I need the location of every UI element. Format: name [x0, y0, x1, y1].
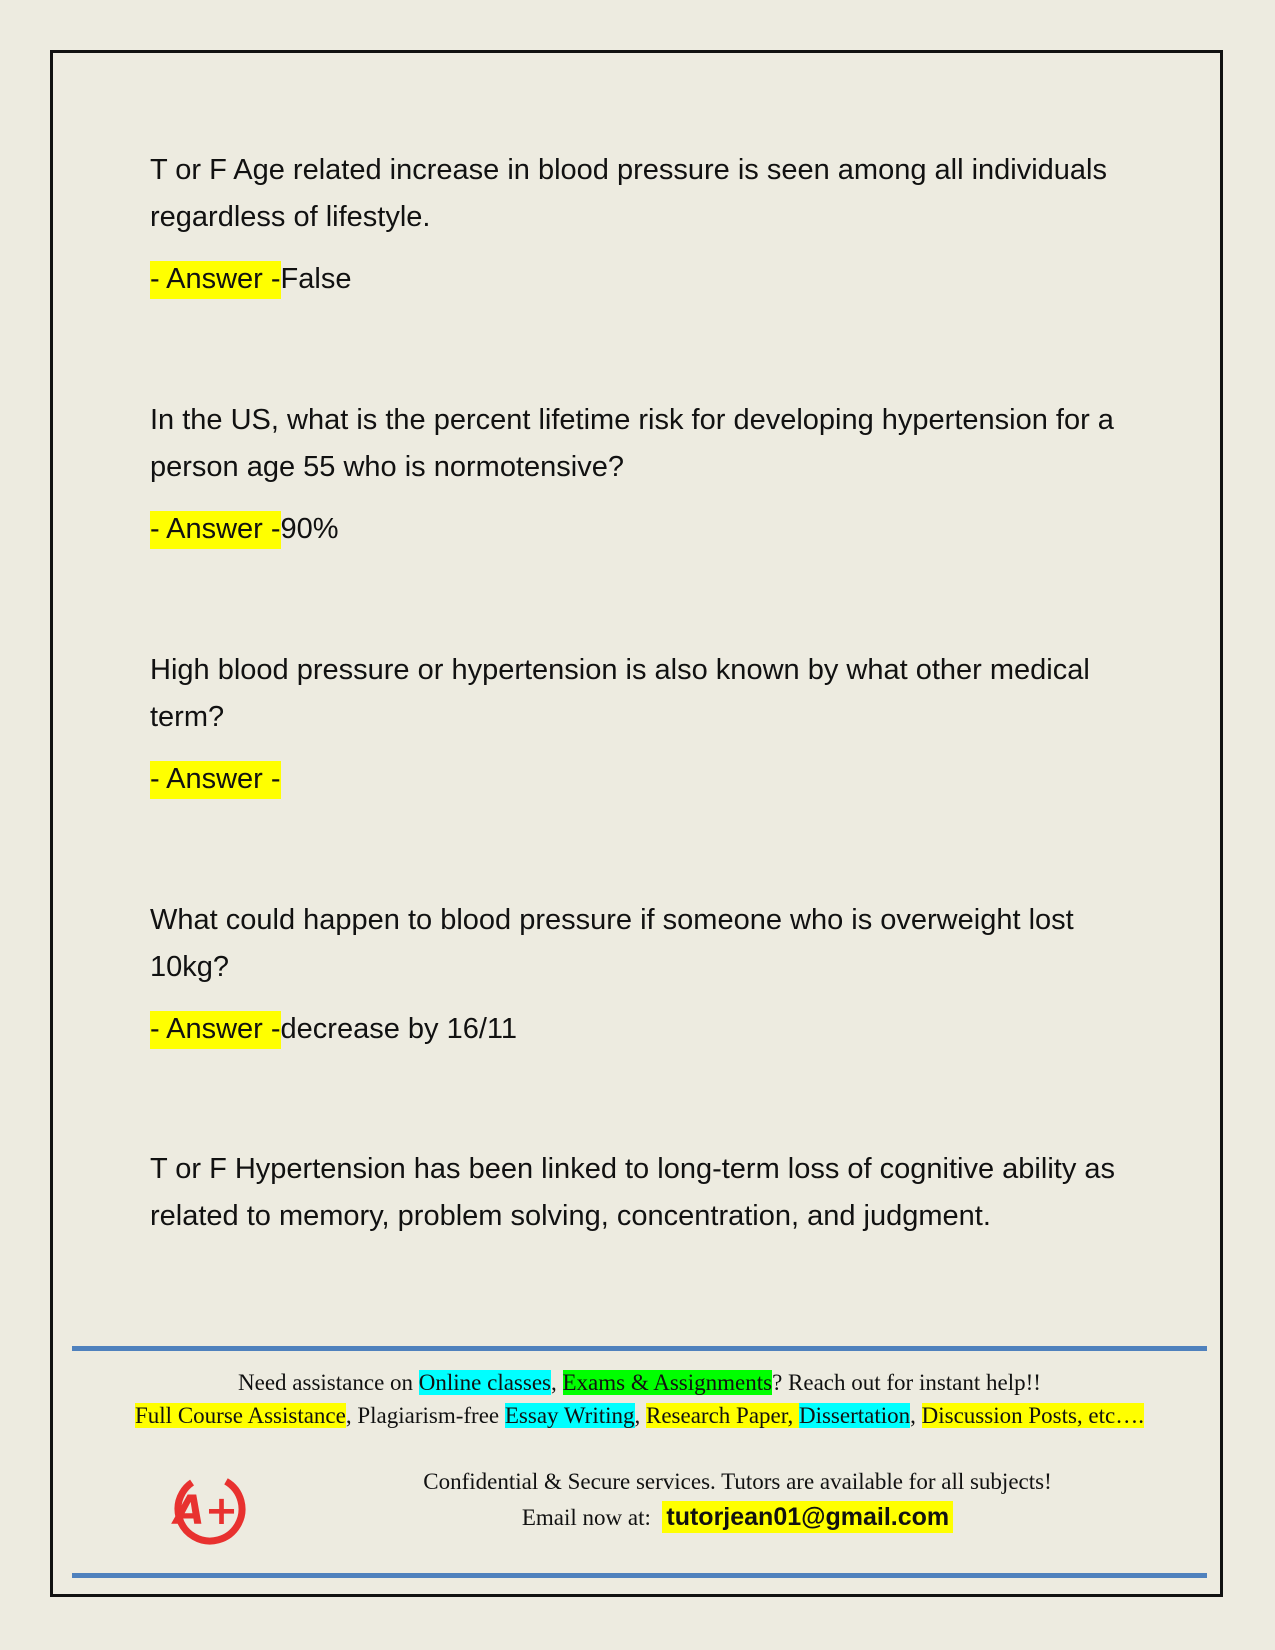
discussion-posts-highlight: Discussion Posts, etc….: [921, 1403, 1144, 1428]
answer-text: False: [280, 263, 352, 295]
footer-line-3: Confidential & Secure services. Tutors are available for all subjects!: [423, 1469, 1052, 1494]
footer-text: Need assistance on: [238, 1370, 419, 1395]
email-address[interactable]: tutorjean01@gmail.com: [662, 1501, 953, 1533]
full-course-highlight: Full Course Assistance: [135, 1403, 346, 1428]
answer-text: 90%: [280, 513, 339, 545]
footer-line-4: [200, 1503, 1275, 1532]
answer-row: [150, 759, 1130, 799]
question-text: What could happen to blood pressure if someone who is overweight lost 10kg?: [150, 904, 1074, 983]
exams-assignments-highlight: Exams & Assignments: [562, 1370, 773, 1395]
question-text: T or F Hypertension has been linked to long-term loss of cognitive ability as related to memory, problem solving, concentration, and judgment.: [150, 1153, 1116, 1232]
answer-row: [150, 259, 1130, 299]
qa-item-1: [150, 147, 1130, 299]
footer-line-1: [72, 1370, 1207, 1396]
answer-label: - Answer -: [150, 261, 281, 299]
logo-text: A+: [173, 1488, 239, 1534]
answer-row: [150, 509, 1130, 549]
online-classes-highlight: Online classes: [418, 1370, 551, 1395]
footer-line-2: [72, 1403, 1207, 1429]
answer-label: - Answer -: [150, 761, 281, 799]
footer-text: ,: [910, 1403, 922, 1428]
qa-item-2: [150, 397, 1130, 549]
question-text: In the US, what is the percent lifetime risk for developing hypertension for a person age 55 who is normotensive?: [150, 404, 1114, 483]
footer-text: ,: [551, 1370, 563, 1395]
qa-item-5: [150, 1146, 1130, 1240]
qa-item-4: [150, 897, 1130, 1049]
footer-text: ? Reach out for instant help!!: [772, 1370, 1041, 1395]
email-label: Email now at:: [521, 1505, 651, 1530]
research-paper-highlight: Research Paper,: [646, 1403, 799, 1428]
dissertation-highlight: Dissertation: [798, 1403, 911, 1428]
question-text: T or F Age related increase in blood pressure is seen among all individuals regardless of lifestyle.: [150, 154, 1107, 233]
footer-rule-bottom: [72, 1573, 1207, 1578]
answer-row: [150, 1009, 1130, 1049]
answer-label: - Answer -: [150, 1011, 281, 1049]
answer-label: - Answer -: [150, 511, 281, 549]
essay-writing-highlight: Essay Writing: [504, 1403, 635, 1428]
answer-text: decrease by 16/11: [280, 1013, 517, 1045]
footer-text: ,: [634, 1403, 646, 1428]
qa-item-3: [150, 647, 1130, 799]
question-text: High blood pressure or hypertension is also known by what other medical term?: [150, 654, 1090, 733]
footer-text: , Plagiarism-free: [345, 1403, 505, 1428]
footer-rule-top: [72, 1346, 1207, 1351]
